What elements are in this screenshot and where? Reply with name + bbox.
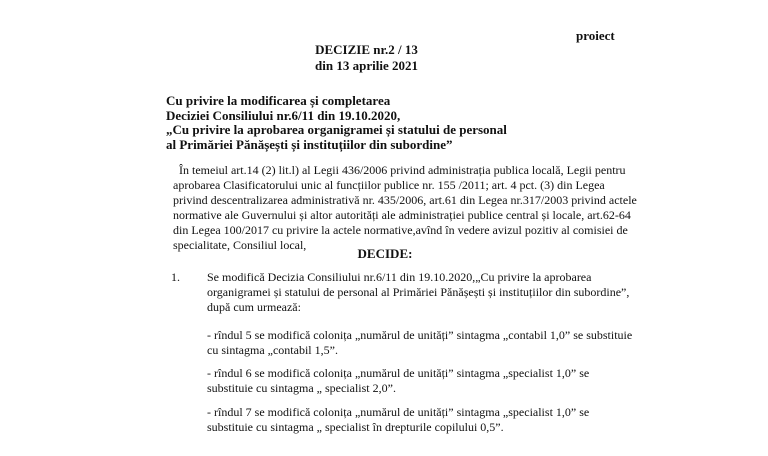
bullet-line: - rîndul 6 se modifică colonița „numărul de unități” sintagma „specialist 1,0” se xyxy=(207,366,590,380)
subject-line: al Primăriei Pănășești și instituțiilor din subordine” xyxy=(166,136,453,152)
subject-line: Deciziei Consiliului nr.6/11 din 19.10.2020, xyxy=(166,107,401,123)
preamble-line: normative ale Guvernului și altor autorități ale administrației publice central și locale, art.62-64 xyxy=(173,208,631,222)
decision-title-block xyxy=(0,42,768,74)
item-number: 1. xyxy=(171,270,180,284)
bullet-line: - rîndul 7 se modifică colonița „numărul de unități” sintagma „specialist 1,0” se xyxy=(207,405,590,419)
amendment-bullet-row-5 xyxy=(207,328,632,358)
decide-heading-text: DECIDE: xyxy=(357,246,413,261)
item-line: după cum urmează: xyxy=(207,300,301,314)
item-text xyxy=(207,270,629,315)
preamble-line: din Legea 100/2017 cu privire la actele normative,avînd în vedere avizul pozitiv al comisiei de xyxy=(173,223,628,237)
bullet-line: substituie cu sintagma „ specialist 2,0”. xyxy=(207,381,396,395)
amendment-bullet-row-6 xyxy=(207,366,589,396)
bullet-line: - rîndul 5 se modifică colonița „numărul de unități” sintagma „contabil 1,0” se substituie xyxy=(207,328,633,342)
subject-line: Cu privire la modificarea și completarea xyxy=(166,93,391,108)
item-line: organigramei și statului de personal al Primăriei Pănășești și instituțiilor din subordine”, xyxy=(207,285,630,299)
decision-subject xyxy=(166,94,507,152)
preamble-line: În temeiul art.14 (2) lit.l) al Legii 436/2006 privind administrația publica locală, Legii pentru xyxy=(179,163,626,177)
legal-basis-paragraph xyxy=(173,163,637,253)
decide-heading xyxy=(0,246,768,262)
bullet-line: substituie cu sintagma „ specialist în drepturile copilului 0,5”. xyxy=(207,420,504,434)
preamble-line: privind descentralizarea administrativă nr. 435/2006, art.61 din Legea nr.317/2003 privind actele xyxy=(173,193,637,207)
amendment-bullet-row-7 xyxy=(207,405,589,435)
preamble-line: specialitate, Consiliul local, xyxy=(173,238,307,252)
preamble-line: aprobarea Clasificatorului unic al funcțiilor publice nr. 155 /2011; art. 4 pct. (3) din Legea xyxy=(173,178,605,192)
subject-line: „Cu privire la aprobarea organigramei și statului de personal xyxy=(166,122,507,137)
item-line: Se modifică Decizia Consiliului nr.6/11 din 19.10.2020,„Cu privire la aprobarea xyxy=(207,270,592,284)
bullet-line: cu sintagma „contabil 1,5”. xyxy=(207,343,338,357)
draft-status-label: proiect xyxy=(576,28,615,43)
decision-date: din 13 aprilie 2021 xyxy=(315,58,418,73)
decision-number: DECIZIE nr.2 / 13 xyxy=(315,42,418,57)
